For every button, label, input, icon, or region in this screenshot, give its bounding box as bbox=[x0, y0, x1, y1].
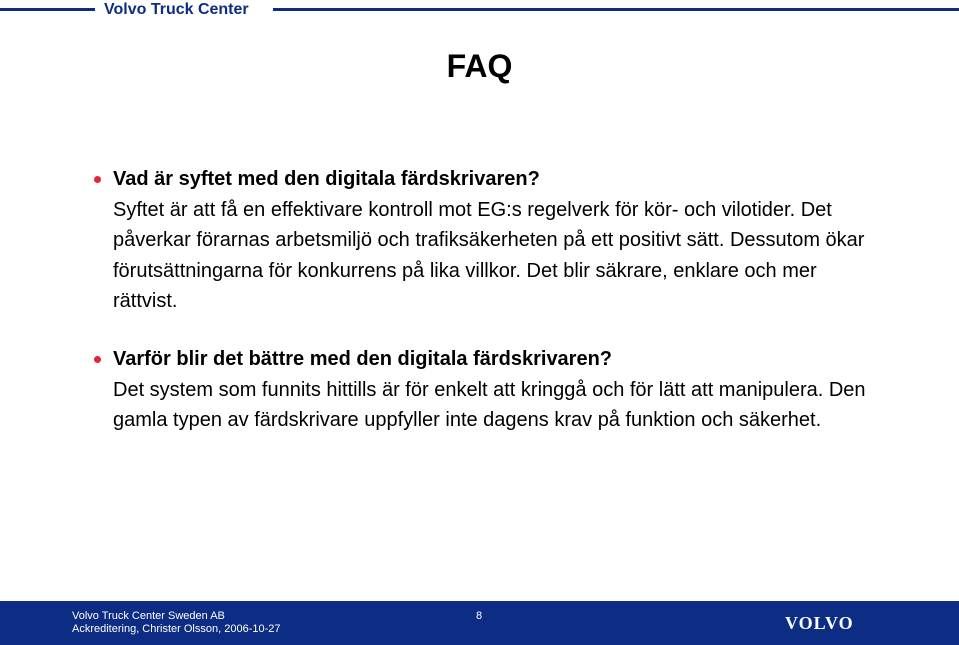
faq-question: Vad är syftet med den digitala färdskrivaren? bbox=[113, 168, 540, 190]
footer-accreditation: Ackreditering, Christer Olsson, 2006-10-27 bbox=[72, 623, 281, 635]
page-title: FAQ bbox=[446, 48, 513, 84]
footer-company: Volvo Truck Center Sweden AB bbox=[72, 610, 225, 622]
bullet-icon bbox=[94, 176, 101, 183]
page-number: 8 bbox=[475, 610, 483, 622]
faq-answer: Syftet är att få en effektivare kontroll mot EG:s regelverk för kör- och vilotider. Det påverkar förarnas arbetsmiljö och trafiksäkerheten på ett positivt sätt. Dessutom ökar förutsättningarna för konkurrens på lika villkor. Det blir säkrare, enklare och mer rättvist. bbox=[113, 198, 865, 312]
faq-answer: Det system som funnits hittills är för enkelt att kringgå och för lätt att manipulera. Den gamla typen av färdskrivare uppfyller inte dagens krav på funktion och säkerhet. bbox=[113, 378, 866, 431]
faq-question: Varför blir det bättre med den digitala färdskrivaren? bbox=[113, 348, 613, 370]
faq-item bbox=[113, 344, 873, 436]
header-company-title: Volvo Truck Center bbox=[104, 1, 249, 18]
header-bar bbox=[0, 0, 959, 22]
bullet-icon bbox=[94, 356, 101, 363]
volvo-logo: VOLVO bbox=[785, 613, 854, 633]
faq-item bbox=[113, 164, 873, 317]
footer-bar bbox=[0, 601, 959, 645]
header-rule-left bbox=[0, 8, 95, 11]
header-rule-right bbox=[273, 8, 959, 11]
